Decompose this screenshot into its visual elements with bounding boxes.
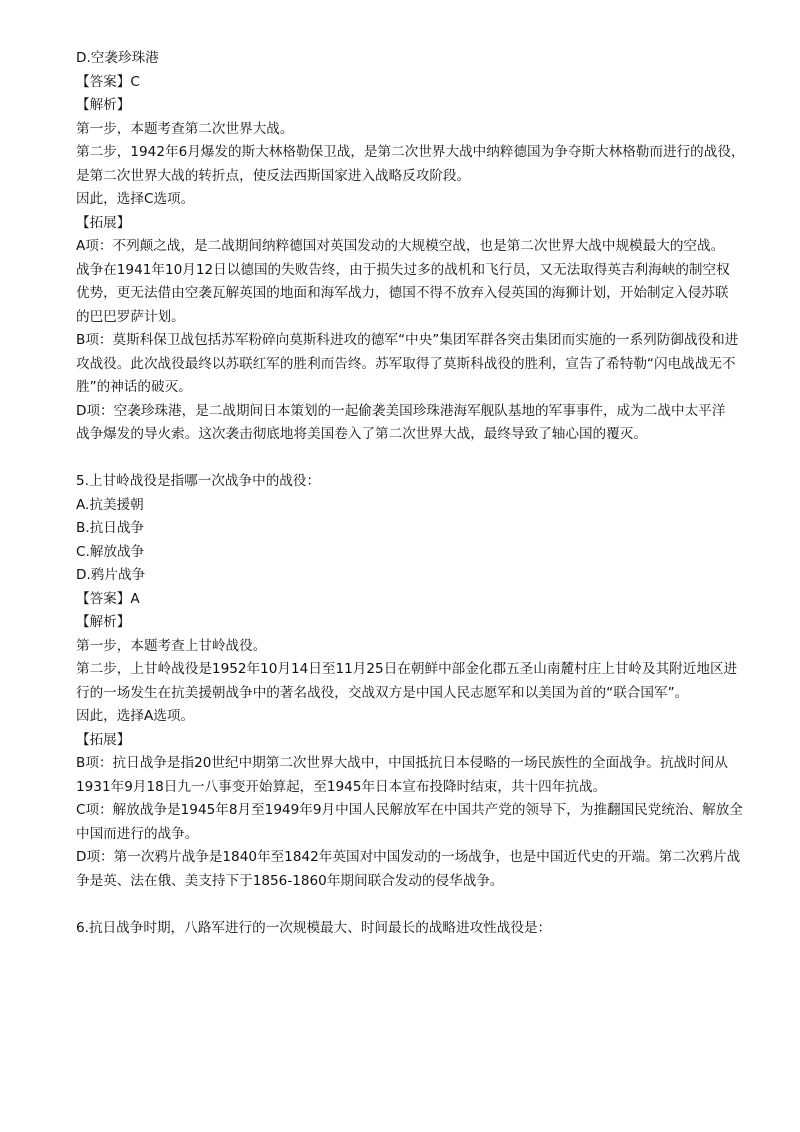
q4-extension-line: 胜”的神话的破灭。 xyxy=(76,379,192,395)
q4-extension-heading: 【拓展】 xyxy=(76,214,131,231)
q5-extension-line: D项：第一次鸦片战争是1840年至1842年英国对中国发动的一场战争，也是中国近代史的开端。第二次鸦片战 xyxy=(76,849,741,865)
q5-question: 5.上甘岭战役是指哪一次战争中的战役： xyxy=(76,473,321,489)
q5-analysis-line: 行的一场发生在抗美援朝战争中的著名战役，交战双方是中国人民志愿军和以美国为首的“联合国军”。 xyxy=(76,684,689,701)
q4-analysis-line: 第一步，本题考查第二次世界大战。 xyxy=(76,120,294,137)
q4-extension-line: 的巴巴罗萨计划。 xyxy=(76,308,185,325)
q5-extension-line: 1931年9月18日九一八事变开始算起，至1945年日本宣布投降时结束，共十四年抗战。 xyxy=(76,778,607,795)
section-gap xyxy=(76,447,776,471)
q4-answer: 【答案】C xyxy=(76,73,140,90)
q4-analysis-line: 因此，选择C选项。 xyxy=(76,191,195,207)
q5-analysis-line: 因此，选择A选项。 xyxy=(76,708,195,724)
q4-extension-line: 战争爆发的导火索。这次袭击彻底地将美国卷入了第二次世界大战，最终导致了轴心国的覆灭。 xyxy=(76,426,647,442)
q5-option: A.抗美援朝 xyxy=(76,496,144,513)
q5-extension-heading: 【拓展】 xyxy=(76,731,131,748)
q4-extension-line: D项：空袭珍珠港，是二战期间日本策划的一起偷袭美国珍珠港海军舰队基地的军事事件，成为二战中太平洋 xyxy=(76,402,726,419)
q5-extension-line: 争是英、法在俄、美支持下于1856-1860年期间联合发动的侵华战争。 xyxy=(76,872,504,889)
section-gap xyxy=(76,893,776,917)
q5-option: B.抗日战争 xyxy=(76,520,145,536)
q4-analysis-line: 是第二次世界大战的转折点，使反法西斯国家进入战略反攻阶段。 xyxy=(76,167,471,184)
q4-analysis-line: 第二步，1942年6月爆发的斯大林格勒保卫战，是第二次世界大战中纳粹德国为争夺斯大林格勒而进行的战役， xyxy=(76,144,745,160)
q4-option-d: D.空袭珍珠港 xyxy=(76,50,159,66)
page-content xyxy=(76,47,776,940)
q4-extension-line: 优势，更无法借由空袭瓦解英国的地面和海军战力，德国不得不放弃入侵英国的海狮计划，开始制定入侵苏联 xyxy=(76,285,729,301)
q5-analysis-heading: 【解析】 xyxy=(76,614,131,630)
q5-option: C.解放战争 xyxy=(76,543,145,560)
q4-analysis-heading: 【解析】 xyxy=(76,97,131,113)
q5-extension-line: C项：解放战争是1945年8月至1949年9月中国人民解放军在中国共产党的领导下，为推翻国民党统治、解放全 xyxy=(76,802,743,818)
q4-extension-line: B项：莫斯科保卫战包括苏军粉碎向莫斯科进攻的德军“中央”集团军群各突击集团而实施的一系列防御战役和进 xyxy=(76,332,739,348)
q5-analysis-line: 第二步，上甘岭战役是1952年10月14日至11月25日在朝鲜中部金化郡五圣山南麓村庄上甘岭及其附近地区进 xyxy=(76,661,738,677)
q4-extension-line: 攻战役。此次战役最终以苏联红军的胜利而告终。苏军取得了莫斯科战役的胜利，宣告了希特勒“闪电战战无不 xyxy=(76,355,736,372)
q6-question: 6.抗日战争时期，八路军进行的一次规模最大、时间最长的战略进攻性战役是： xyxy=(76,919,552,936)
q5-option: D.鸦片战争 xyxy=(76,567,146,583)
q5-answer: 【答案】A xyxy=(76,590,140,607)
q4-extension-line: A项：不列颠之战，是二战期间纳粹德国对英国发动的大规模空战，也是第二次世界大战中规模最大的空战。 xyxy=(76,238,725,254)
q4-extension-line: 战争在1941年10月12日以德国的失败告终，由于损失过多的战机和飞行员，又无法取得英吉利海峡的制空权 xyxy=(76,261,730,278)
q5-analysis-line: 第一步，本题考查上甘岭战役。 xyxy=(76,637,267,654)
q5-extension-line: B项：抗日战争是指20世纪中期第二次世界大战中，中国抵抗日本侵略的一场民族性的全面战争。抗战时间从 xyxy=(76,755,728,771)
q5-extension-line: 中国而进行的战争。 xyxy=(76,825,199,842)
